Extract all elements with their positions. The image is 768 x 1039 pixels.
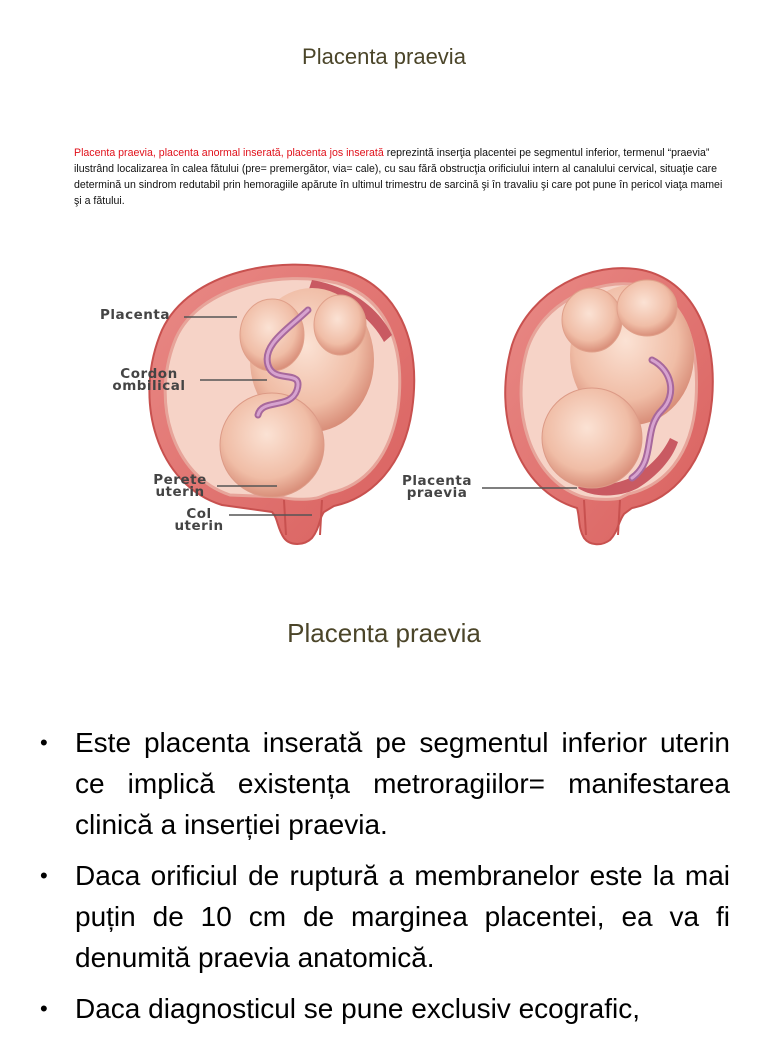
- label-placenta: Placenta: [100, 307, 170, 323]
- label-cordon-ombilical: [100, 368, 198, 392]
- list-item: [40, 722, 730, 845]
- bullet-text: Daca orificiul de ruptură a membranelor este la mai puțin de 10 cm de marginea placentei, ea va fi denumită praevia anatomică.: [75, 860, 730, 973]
- bullet-list: [40, 722, 730, 1039]
- label-cordon-line2: ombilical: [112, 378, 186, 394]
- bullet-icon: •: [40, 996, 48, 1021]
- slide-2-title: Placenta praevia: [287, 618, 481, 648]
- intro-body: reprezintă inserţia placentei pe segmentul inferior, termenul “praevia” ilustrând localizarea în calea fătului (pre= premergător, via= cale), cu sau fără obstrucţia orificiului intern al canalului cervical, situaţie care determină un sindrom redutabil prin hemoragiile apărute în ultimul trimestru de sarcină şi în travaliu şi care pot pune în pericol viaţa mamei şi a fătului.: [74, 147, 723, 207]
- label-col-uterin: [168, 508, 230, 532]
- bullet-icon: •: [40, 730, 48, 755]
- list-item: [40, 855, 730, 978]
- bullet-icon: •: [40, 863, 48, 888]
- label-perete-line2: uterin: [155, 484, 205, 500]
- label-praevia-line2: praevia: [406, 485, 468, 501]
- label-perete-uterin: [144, 474, 216, 498]
- intro-paragraph: [74, 145, 724, 209]
- bullet-text: Este placenta inserată pe segmentul inferior uterin ce implică existența metroragiilor= manifestarea clinică a inserției praevia.: [75, 727, 730, 840]
- list-item: [40, 988, 730, 1029]
- label-perete-line1: Perete: [153, 472, 207, 488]
- slide-title: Placenta praevia: [302, 44, 466, 69]
- uterus-left: [149, 265, 414, 544]
- label-cordon-line1: Cordon: [120, 366, 178, 382]
- placenta-praevia-illustration: [72, 250, 718, 562]
- label-col-line1: Col: [186, 506, 212, 522]
- label-praevia-line1: Placenta: [402, 473, 472, 489]
- uterus-right: [505, 268, 713, 544]
- label-col-line2: uterin: [174, 518, 224, 534]
- bullet-text: Daca diagnosticul se pune exclusiv ecografic,: [75, 993, 640, 1024]
- intro-highlight: Placenta praevia, placenta anormal inserată, placenta jos inserată: [74, 147, 384, 159]
- label-placenta-praevia: [392, 475, 482, 499]
